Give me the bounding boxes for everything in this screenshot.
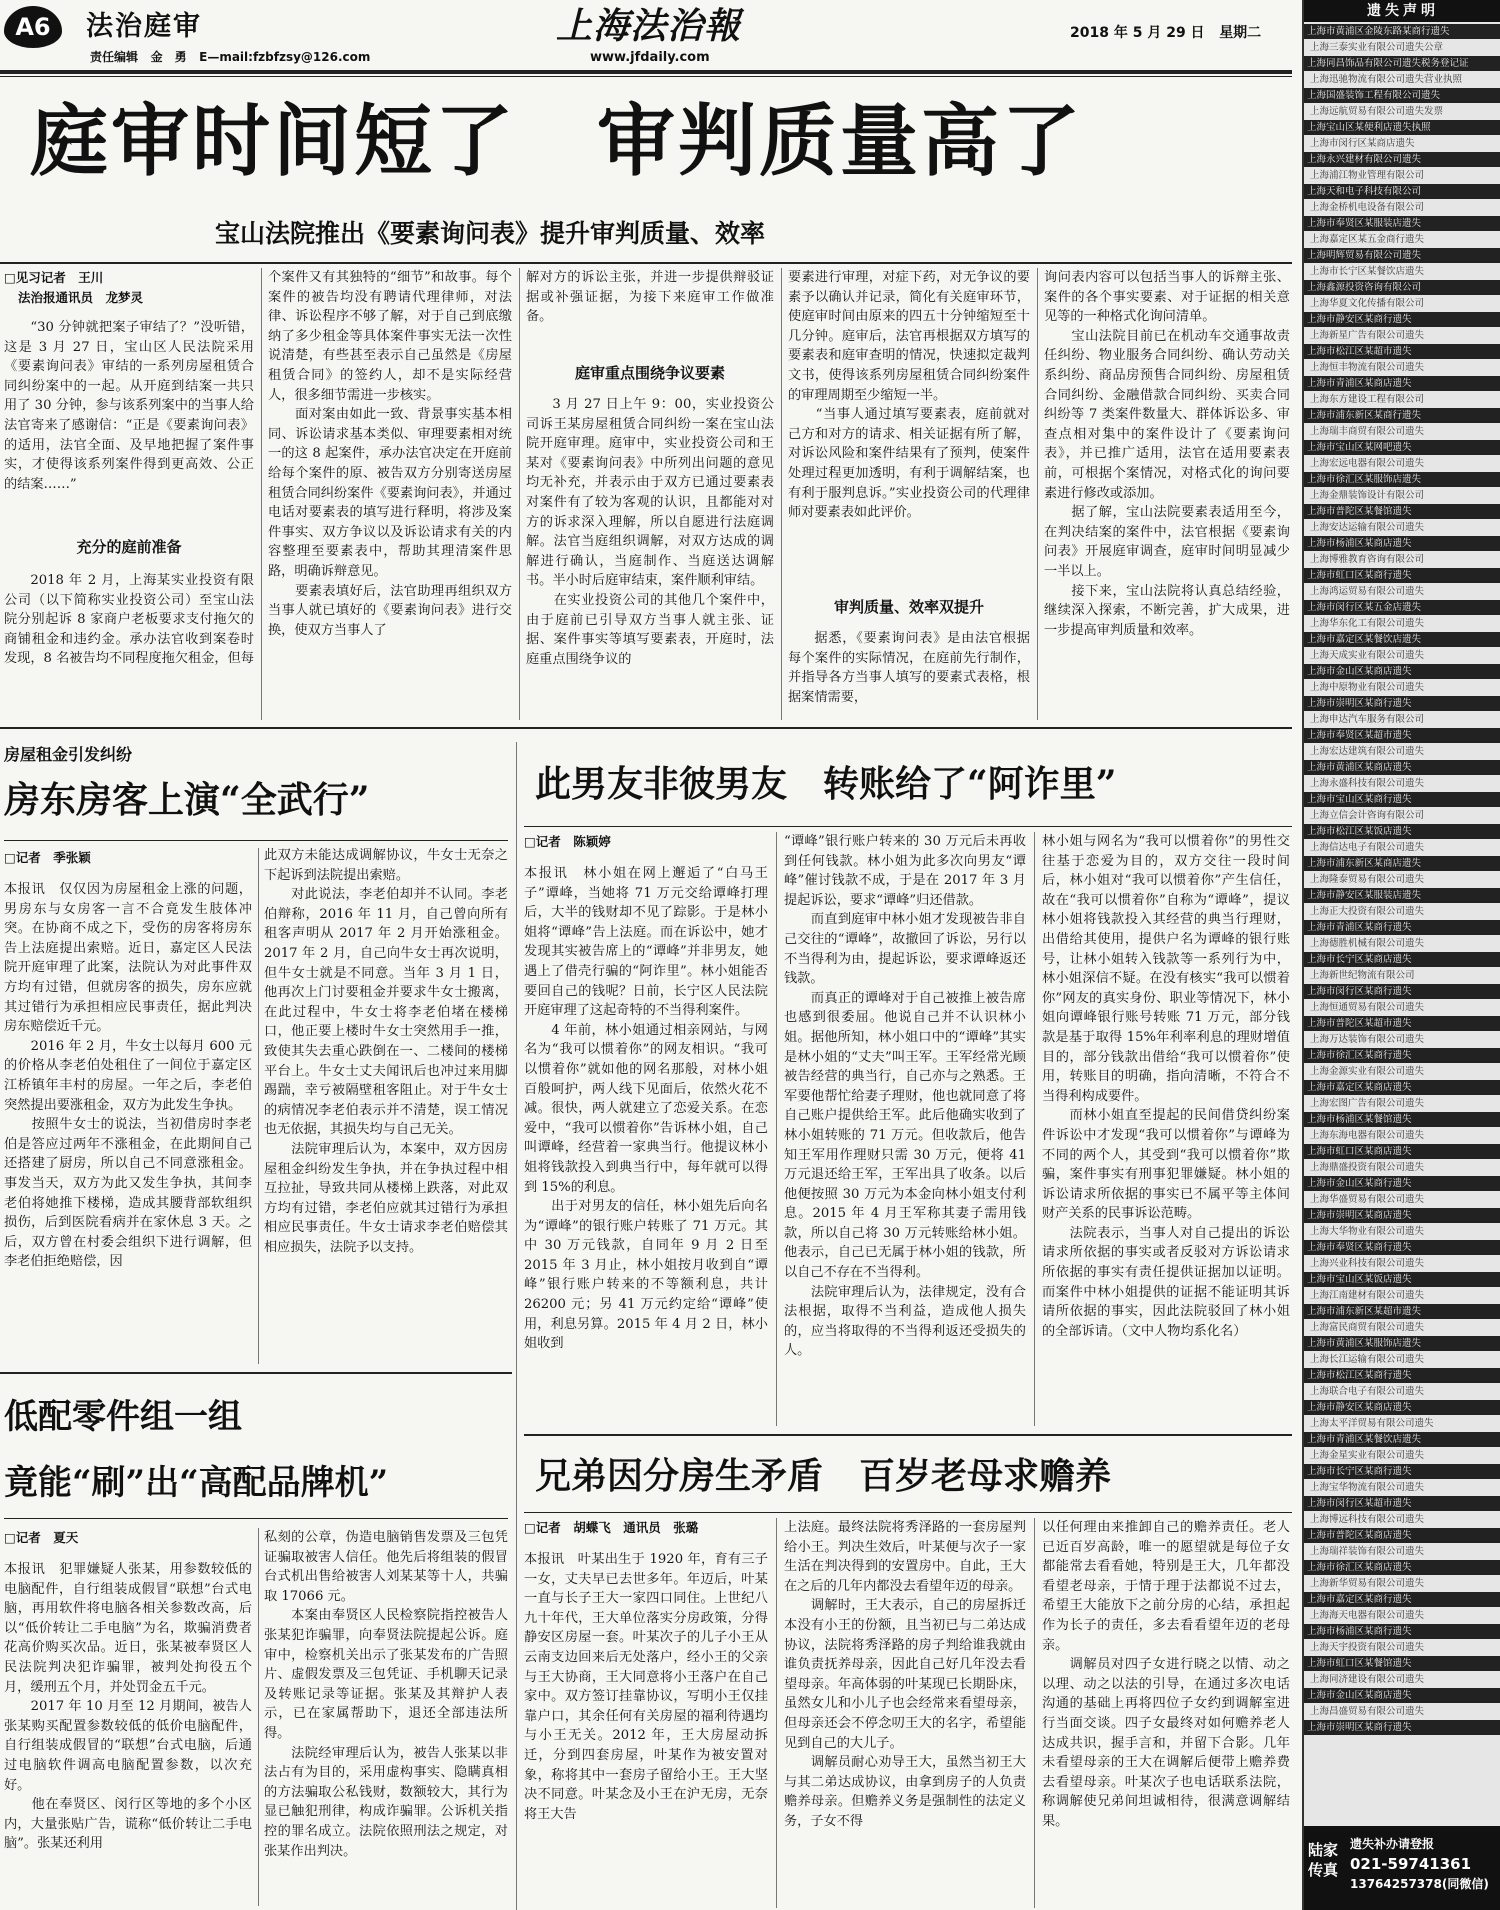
notice-row: 上海市嘉定区某餐饮店遗失 — [1304, 632, 1500, 647]
editor-label: 责任编辑 — [90, 50, 139, 64]
story3-text-3: 林小姐与网名为“我可以惯着你”的男性交往基于恋爱为目的，双方交往一段时间后，林小姐对“我可以惯着你”产生信任，故在“我可以惯着你”自称为“谭峰”，提议林小姐将钱款投入其经营的典当行理财，出借给其使用，提供户名为谭峰的银行账号，让林小姐转入钱款等一系列行为中，林小姐深信不疑。在没有核实“我可以惯着你”网友的真实身份、职业等情况下，林小姐向谭峰银行账号转账 71 万元，部分钱款是基于取得 15%年利率利息的理财增值目的，部分钱款出借给“我可以惯着你”使用，转账目的明确，指向清晰，不符合不当得利构成要件。 而林小姐直至提起的民间借贷纠纷案件诉讼中才发现“我可以惯着你”与谭峰为不同的两个人，其受到“我可以惯着你”欺骗，案件事实有刑事犯罪嫌疑。林小姐的诉讼请求所依据的事实已不属平等主体间财产关系的民事诉讼范畴。 法院表示，当事人对自己提出的诉讼请求所依据的事实或者反驳对方诉讼请求所依据的事实有责任提供证据加以证明。而案件中林小姐提供的证据不能证明其诉请所依据的事实，因此法院驳回了林小姐的全部诉请。（文中人物均系化名） — [1042, 834, 1290, 1339]
notice-row: 上海华夏文化传播有限公司 — [1310, 298, 1425, 309]
notice-row: 上海市长宁区某商店遗失 — [1304, 952, 1500, 967]
editor-line — [90, 48, 370, 65]
notice-row: 上海国盛装饰工程有限公司遗失 — [1304, 88, 1500, 103]
footer-service: 遗失补办请登报 — [1350, 1837, 1435, 1851]
notice-row: 上海市虹口区某餐馆遗失 — [1304, 1656, 1500, 1671]
notice-row: 上海市奉贤区某服装店遗失 — [1304, 216, 1500, 231]
notice-row: 上海中原物业有限公司遗失 — [1310, 682, 1425, 693]
notice-row: 上海市静安区某商店遗失 — [1304, 1400, 1500, 1415]
notice-row: 上海浦江物业管理有限公司 — [1310, 170, 1425, 181]
notice-row: 上海市杨浦区某商店遗失 — [1304, 536, 1500, 551]
story3-headline: 此男友非彼男友 转账给了“阿诈里” — [535, 763, 1117, 805]
editor-email: E—mail:fzbfzsy@126.com — [199, 50, 371, 64]
notice-row: 上海市闵行区某五金店遗失 — [1304, 600, 1500, 615]
col-rule — [776, 832, 777, 1426]
notice-row: 上海市静安区某服装店遗失 — [1304, 888, 1500, 903]
section-title: 法治庭审 — [86, 11, 202, 42]
col-rule — [519, 268, 520, 720]
footer-label-2: 传真 — [1308, 1861, 1339, 1879]
lead-subhead: 宝山法院推出《要素询问表》提升审判质量、效率 — [215, 219, 766, 248]
notice-row: 上海安达运输有限公司遗失 — [1310, 522, 1425, 533]
lead-text-4: 要素进行审理，对症下药，对无争议的要素予以确认并记录，简化有关庭审环节，使庭审时间由原来的四五十分钟缩短至十几分钟。庭审后，法官再根据双方填写的要素表和庭审查明的情况，快速拟定裁判文书，使得该系列房屋租赁合同纠纷案件的审理周期至少缩短一半。 “当事人通过填写要素表，庭前就对己方和对方的请求、相关证据有所了解，对诉讼风险和案件结果有了预判，使案件处理过程更加透明，有利于调解结案，也有利于服判息诉。”实业投资公司的代理律师对要素表如此评价。 — [788, 270, 1030, 521]
notice-row: 上海鸿运贸易有限公司遗失 — [1310, 586, 1425, 597]
notice-row: 上海市崇明区某商行遗失 — [1304, 696, 1500, 711]
notice-row: 上海市浦东新区某商店遗失 — [1304, 856, 1500, 871]
notice-row: 上海市杨浦区某餐馆遗失 — [1304, 1112, 1500, 1127]
notice-row: 上海博雅教育咨询有限公司 — [1310, 554, 1425, 565]
story4-headline-2: 竟能“刷”出“高配品牌机” — [4, 1463, 389, 1503]
notice-row: 上海迅驰物流有限公司遗失营业执照 — [1310, 74, 1463, 85]
notice-row: 上海宏图广告有限公司遗失 — [1310, 1098, 1425, 1109]
notice-row: 上海市虹口区某商店遗失 — [1304, 1144, 1500, 1159]
story2-byline: □记者 季张颖 — [4, 850, 91, 865]
notice-row: 上海市宝山区某网吧遗失 — [1304, 440, 1500, 455]
notice-header: 遗失声明 — [1304, 0, 1500, 22]
notice-row: 上海新华贸易有限公司遗失 — [1310, 1578, 1425, 1589]
lead-text-4b: 据悉，《要素询问表》是由法官根据每个案件的实际情况，在庭前先行制作，并指导各方当事人填写的要素式表格，根据案情需要， — [788, 631, 1030, 705]
notice-row: 上海远航贸易有限公司遗失发票 — [1310, 106, 1444, 117]
notice-row: 上海华盛贸易有限公司遗失 — [1310, 1194, 1425, 1205]
col-rule — [1037, 268, 1038, 720]
notice-row: 上海富民商贸有限公司遗失 — [1310, 1322, 1425, 1333]
notice-row: 上海海天电器有限公司遗失 — [1310, 1610, 1425, 1621]
story2-text-1: 本报讯 仅仅因为房屋租金上涨的问题，男房东与女房客一言不合竟发生肢体冲突。在协商不成之下，受伤的房客将房东告上法庭提出索赔。近日，嘉定区人民法院开庭审理了此案，法院认为对此事件双方均有过错，但就房客的损失，房东应就其过错行为承担相应民事责任，据此判决房东赔偿近千元。 2016 年 2 月，牛女士以每月 600 元的价格从李老伯处租住了一间位于嘉定区江桥镇年丰村的房屋。一年之后，李老伯突然提出要涨租金，双方为此发生争执。 按照牛女士的说法，当初借房时李老伯是答应过两年不涨租金，在此期间自己还搭建了厨房，所以自己不同意涨租金。事发当天，双方为此又发生争执，其间李老伯将她推下楼梯，造成其腰背部软组织损伤，后到医院看病并在家休息 3 天。之后，双方曾在村委会组织下进行调解，但李老伯拒绝赔偿，因 — [4, 882, 252, 1270]
notice-row: 上海金星实业有限公司遗失 — [1310, 1450, 1425, 1461]
lead-text-1: “30 分钟就把案子审结了？”没听错，这是 3 月 27 日，宝山区人民法院采用《要素询问表》审结的一系列房屋租赁合同纠纷案中的一起。从开庭到结案一共只用了 30 分钟，参与该系列案中的当事人给法官寄来了感谢信：“正是《要素询问表》的适用，法官全面、及早地把握了案件事实，才使得该系列案件得到更高效、公正的结案……” — [4, 320, 254, 492]
notice-footer — [1304, 1826, 1500, 1910]
lead-byline-correspondents: 法治报通讯员 龙梦灵 — [18, 290, 144, 305]
date-text: 2018 年 5 月 29 日 — [1070, 25, 1205, 41]
notice-row: 上海宝华物流有限公司遗失 — [1310, 1482, 1425, 1493]
notice-row: 上海市黄浦区某服饰店遗失 — [1304, 1336, 1500, 1351]
notice-row: 上海隆泰贸易有限公司遗失 — [1310, 874, 1425, 885]
page-badge: A6 — [4, 6, 62, 48]
notice-row: 上海鼎盛投资有限公司遗失 — [1310, 1162, 1425, 1173]
notice-row: 上海瑞祥装饰有限公司遗失 — [1310, 1546, 1425, 1557]
notice-row: 上海市松江区某超市遗失 — [1304, 344, 1500, 359]
story4-headline-1: 低配零件组一组 — [4, 1397, 242, 1437]
story4-text-1: 本报讯 犯罪嫌疑人张某，用参数较低的电脑配件，自行组装成假冒“联想”台式电脑，再用软件将电脑各相关参数改高，后以“低价转让二手电脑”为名，欺骗消费者花高价购买次品。近日，张某被奉贤区人民法院判决犯诈骗罪，被判处拘役五个月，缓刑五个月，并处罚金五千元。 2017 年 10 月至 12 月期间，被告人张某购买配置参数较低的低价电脑配件，自行组装成假冒的“联想”台式电脑，后通过电脑软件调高电脑配置参数，以次充好。 他在奉贤区、闵行区等地的多个小区内，大量张贴广告，谎称“低价转让二手电脑”。张某还利用 — [4, 1562, 252, 1852]
notice-row: 上海市徐汇区某商店遗失 — [1304, 1560, 1500, 1575]
lead-subtitle-1: 充分的庭前准备 — [76, 538, 182, 556]
lead-text-3: 解对方的诉讼主张，并进一步提供辩驳证据或补强证据，为接下来庭审工作做准备。 — [526, 270, 774, 325]
notice-row: 上海市普陀区某超市遗失 — [1304, 1016, 1500, 1031]
editor-name: 金 勇 — [150, 50, 187, 64]
notice-row: 上海市杨浦区某商行遗失 — [1304, 1624, 1500, 1639]
notice-row: 上海东方建设工程有限公司 — [1310, 394, 1425, 405]
notice-row: 上海市徐汇区某服饰店遗失 — [1304, 472, 1500, 487]
notice-row: 上海市青浦区某商行遗失 — [1304, 920, 1500, 935]
lead-col-4 — [788, 268, 1030, 709]
notice-row: 上海金桥机电设备有限公司 — [1310, 202, 1425, 213]
notice-row: 上海市金山区某商店遗失 — [1304, 1688, 1500, 1703]
notice-row: 上海市嘉定区某商行遗失 — [1304, 1592, 1500, 1607]
footer-phone[interactable]: 021-59741361 — [1350, 1855, 1472, 1873]
col-rule — [1034, 832, 1035, 1426]
notice-row: 上海市静安区某商行遗失 — [1304, 312, 1500, 327]
story5-byline: □记者 胡蝶飞 通讯员 张璐 — [524, 1520, 699, 1535]
story2-kicker: 房屋租金引发纠纷 — [4, 745, 133, 764]
notice-row: 上海大华物业有限公司遗失 — [1310, 1226, 1425, 1237]
story4-top-rule — [0, 1372, 512, 1374]
story3-bottom-rule — [524, 1434, 1292, 1436]
notice-row: 上海华东化工有限公司遗失 — [1310, 618, 1425, 629]
notice-row: 上海金源实业有限公司遗失 — [1310, 1066, 1425, 1077]
lead-subtitle-3: 审判质量、效率双提升 — [833, 598, 984, 616]
website[interactable]: www.jfdaily.com — [590, 50, 710, 65]
notice-row: 上海永盛科技有限公司遗失 — [1310, 778, 1425, 789]
col-rule — [516, 742, 517, 1910]
notice-row: 上海市青浦区某餐饮店遗失 — [1304, 1432, 1500, 1447]
notice-row: 上海天和电子科技有限公司 — [1304, 184, 1500, 199]
lead-subtitle-2: 庭审重点围绕争议要素 — [574, 364, 725, 382]
notice-row: 上海市奉贤区某商行遗失 — [1304, 1240, 1500, 1255]
notice-row: 上海市黄浦区某商店遗失 — [1304, 760, 1500, 775]
notice-row: 上海长江运输有限公司遗失 — [1310, 1354, 1425, 1365]
lead-text-5: 询问表内容可以包括当事人的诉辩主张、案件的各个事实要素、对于证据的相关意见等的一种格式化询问清单。 宝山法院目前已在机动车交通事故责任纠纷、物业服务合同纠纷、确认劳动关系纠纷、商品房预售合同纠纷、房屋租赁合同纠纷、金融借款合同纠纷、买卖合同纠纷等 7 类案件数量大、群体诉讼多、审查点相对集中的案件设计了《要素询问表》，并已推广适用，法官在适用要素表前，可根据个案情况，对格式化的询问要素进行修改或添加。 据了解，宝山法院要素表适用至今，在判决结案的案件中，法官根据《要素询问表》开展庭审调查，庭审时间明显减少一半以上。 接下来，宝山法院将认真总结经验，继续深入探索，不断完善，扩大成果，进一步提高审判质量和效率。 — [1044, 270, 1290, 638]
col-rule — [258, 848, 259, 1364]
notice-row: 上海鑫源投资咨询有限公司 — [1304, 280, 1500, 295]
notice-row: 上海市崇明区某商店遗失 — [1304, 1208, 1500, 1223]
notice-row: 上海信达电子有限公司遗失 — [1310, 842, 1425, 853]
notice-row: 上海市长宁区某商行遗失 — [1304, 1464, 1500, 1479]
lead-rule — [0, 262, 1292, 264]
story5-text-3: 以任何理由来推卸自己的赡养责任。老人已近百岁高龄，唯一的愿望就是每位子女都能常去看看她，特别是王大，几年都没看望老母亲，于情于理于法都说不过去，希望王大能放下之前分房的心结，承担起作为长子的责任，多去看看望年迈的老母亲。 调解员对四子女进行晓之以情、动之以理、动之以法的引导，在通过多次电话沟通的基础上再将四位子女约到调解室进行当面交谈。四子女最终对如何赡养老人达成共识，握手言和，并留下合影。几年未看望母亲的王大在调解后便带上赡养费去看望母亲。叶某次子也电话联系法院，称调解使兄弟间坦诚相待，很满意调解结果。 — [1042, 1520, 1290, 1829]
notice-row: 上海市浦东新区某商行遗失 — [1304, 408, 1500, 423]
masthead-rule-thin — [0, 76, 1292, 77]
story5-rule — [524, 1512, 1292, 1513]
notice-row: 上海恒通贸易有限公司遗失 — [1310, 1002, 1425, 1013]
story5-headline: 兄弟因分房生矛盾 百岁老母求赡养 — [535, 1455, 1112, 1497]
lead-col-1 — [4, 268, 254, 787]
story5-text-1: 本报讯 叶某出生于 1920 年，育有三子一女，丈夫早已去世多年。年迈后，叶某一直与长子王大一家四口同住。上世纪八九十年代，王大单位落实分房政策，分得静安区房屋一套。叶某次子的儿子小王从云南支边回来后无处落户，经小王的父亲与王大协商，王大同意将小王落户在自己家中。双方签订挂靠协议，写明小王仅挂靠户口，其余任何有关房屋的福利待遇均与小王无关。2012 年，王大房屋动拆迁，分到四套房屋，叶某作为被安置对象，称将其中一套房子留给小王。王大坚决不同意。叶某念及小王在沪无房，无奈将王大告 — [524, 1552, 768, 1822]
col-rule — [261, 268, 262, 720]
story3-text-2: “谭峰”银行账户转来的 30 万元后未再收到任何钱款。林小姐为此多次向男友“谭峰”催讨钱款不成，于是在 2017 年 3 月提起诉讼，要求“谭峰”归还借款。 而直到庭审中林小姐才发现被告非自己交往的“谭峰”，故撤回了诉讼，另行以不当得利为由，提起诉讼，要求谭峰返还钱款。 而真正的谭峰对于自己被推上被告席也感到很委屈。他说自己并不认识林小姐。据他所知，林小姐口中的“谭峰”其实是林小姐的“丈夫”叫王军。王军经常光顾被告经营的典当行，自己亦与之熟悉。王军要他帮忙给妻子理财，他也就同意了将自己账户提供给王军。此后他确实收到了林小姐转账的 71 万元。但收款后，他告知王军用作理财只需 30 万元，便将 41 万元退还给王军，王军出具了收条。以后他便按照 30 万元为本金向林小姐支付利息。2015 年 4 月王军称其妻子需用钱款，所以自己将 30 万元转账给林小姐。他表示，自己已无属于林小姐的钱款，所以自己不存在不当得利。 法院审理后认为，法律规定，没有合法根据，取得不当利益，造成他人损失的，应当将取得的不当得利返还受损失的人。 — [784, 834, 1026, 1359]
notice-row: 上海市松江区某商行遗失 — [1304, 1368, 1500, 1383]
notice-row: 上海同昌饰品有限公司遗失税务登记证 — [1304, 56, 1500, 71]
weekday-text: 星期二 — [1219, 25, 1262, 41]
story3-text-1: 本报讯 林小姐在网上邂逅了“白马王子”谭峰，当她将 71 万元交给谭峰打理后，大半的钱财却不见了踪影。于是林小姐将“谭峰”告上法庭。而在诉讼中，她才发现其实被告席上的“谭峰”并非男友，她遇上了借壳行骗的“阿诈里”。林小姐能否要回自己的钱呢？日前，长宁区人民法院开庭审理了这起奇特的不当得利案件。 4 年前，林小姐通过相亲网站，与网名为“我可以惯着你”的网友相识。“我可以惯着你”就如他的网名那般，对林小姐百般呵护，两人线下见面后，依然火花不减。很快，两人就建立了恋爱关系。在恋爱中，“我可以惯着你”告诉林小姐，自己叫谭峰，经营着一家典当行。他提议林小姐将钱款投入到典当行中，每年就可以得到 15%的利息。 出于对男友的信任，林小姐先后向名为“谭峰”的银行账户转账了 71 万元。其中 30 万元钱款，自同年 9 月 2 日至 2015 年 3 月止，林小姐按月收到自“谭峰”银行账户转来的不等额利息，共计 26200 元；另 41 万元约定给“谭峰”使用，利息另算。2015 年 4 月 2 日，林小姐收到 — [524, 866, 768, 1352]
story3-byline: □记者 陈颖婷 — [524, 834, 611, 849]
lead-text-3b: 3 月 27 日上午 9：00，实业投资公司诉王某房屋租赁合同纠纷一案在宝山法院开庭审理。庭审中，实业投资公司和王某对《要素询问表》中所列出问题的意见均无补充，并表示由于双方已通过要素表对案件有了较为客观的认识，且都能对对方的诉求深入理解，所以自愿进行法庭调解。法官当庭组织调解，对双方达成的调解进行确认，当庭制作、当庭送达调解书。半小时后庭审结束，案件顺利审结。 在实业投资公司的其他几个案件中，由于庭前已引导双方当事人就主张、证据、案件事实等填写要素表，开庭时，法庭重点围绕争议的 — [526, 397, 774, 667]
lead-text-2: 个案件又有其独特的“细节”和故事。每个案件的被告均没有聘请代理律师，对法律、诉讼程序不够了解，对于自己到底缴纳了多少租金等具体案件事实无法一次性说清楚，有些甚至表示自己虽然是《房屋租赁合同》的签约人，却不是实际经营人，很多细节需进一步核实。 面对案由如此一致、背景事实基本相同、诉讼请求基本类似、审理要素相对统一的这 8 起案件，承办法官决定在开庭前给每个案件的原、被告双方分别寄送房屋租赁合同纠纷案件《要素询问表》，并通过电话对要素表的填写进行释明，将涉及案件事实、双方争议以及诉讼请求有关的内容整理至要素表中，帮助其理清案件思路，明确诉辩意见。 要素表填好后，法官助理再组织双方当事人就已填好的《要素询问表》进行交换，使双方当事人了 — [268, 270, 512, 638]
notice-row: 上海宏远电器有限公司遗失 — [1310, 458, 1425, 469]
notice-row: 上海德胜机械有限公司遗失 — [1310, 938, 1425, 949]
notice-row: 上海瑞丰商贸有限公司遗失 — [1310, 426, 1425, 437]
lead-text-1b: 2018 年 2 月，上海某实业投资有限公司（以下简称实业投资公司）至宝山法院分别起诉 8 家商户老板要求支付拖欠的商铺租金和违约金。承办法官收到案卷时发现，8 名被告均不同程度拖欠租金，但每 — [4, 573, 254, 667]
notice-row: 上海博远科技有限公司遗失 — [1310, 1514, 1425, 1525]
story4-byline: □记者 夏天 — [4, 1530, 79, 1545]
notice-row: 上海太平洋贸易有限公司遗失 — [1310, 1418, 1434, 1429]
issue-date — [1070, 22, 1261, 42]
notice-row: 上海联合电子有限公司遗失 — [1310, 1386, 1425, 1397]
col-rule — [258, 1528, 259, 1906]
notice-row: 上海市徐汇区某商行遗失 — [1304, 1048, 1500, 1063]
notice-row: 上海新世纪物流有限公司 — [1310, 970, 1415, 981]
notice-row: 上海市闵行区某商店遗失 — [1310, 138, 1415, 149]
col-rule — [781, 268, 782, 720]
notice-row: 上海昌盛贸易有限公司遗失 — [1310, 1706, 1425, 1717]
story2-text-2: 此双方未能达成调解协议，牛女士无奈之下起诉到法院提出索赔。 对此说法，李老伯却并不认同。李老伯辩称，2016 年 11 月，自己曾向所有租客声明从 2017 年 2 月开始涨租金。2017 年 2 月，自己向牛女士再次说明，但牛女士就是不同意。当年 3 月 1 日，他再次上门讨要租金并要求牛女士搬离，在此过程中，牛女士将李老伯堵在楼梯口，他正要上楼时牛女士突然用手一推，致使其失去重心跌倒在一、二楼间的楼梯平台上。牛女士丈夫闻讯后也冲过来用脚踢踹，幸亏被隔壁租客阻止。对于牛女士的病情况李老伯表示并不清楚，误工情况也无依据，其损失均与自己无关。 法院审理后认为，本案中，双方因房屋租金纠纷发生争执，并在争执过程中相互拉扯，导致共同从楼梯上跌落，对此双方均有过错，李老伯应就其过错行为承担相应民事责任。牛女士请求李老伯赔偿其相应损失，法院予以支持。 — [264, 848, 508, 1255]
footer-mobile[interactable]: 13764257378(同微信) — [1350, 1877, 1489, 1891]
story4-rule — [4, 1518, 508, 1519]
col-rule — [776, 1518, 777, 1908]
story5-text-2: 上法庭。最终法院将秀泽路的一套房屋判给小王。判决生效后，叶某便与次子一家生活在判决得到的安置房中。自此，王大在之后的几年内都没去看望年迈的母亲。 调解时，王大表示，自己的房屋拆迁本没有小王的份额，且当初已与二弟达成协议，法院将秀泽路的房子判给谁我就由谁负责抚养母亲，因此自己好几年没去看望母亲。年高体弱的叶某现已长期卧床，虽然女儿和小儿子也会经常来看望母亲，但母亲还会不停念叨王大的名字，希望能见到自己的大儿子。 调解员耐心劝导王大，虽然当初王大与其二弟达成协议，由拿到房子的人负责赡养母亲。但赡养义务是强制性的法定义务，子女不得 — [784, 1520, 1026, 1829]
notice-row: 上海市闵行区某商行遗失 — [1304, 984, 1500, 999]
notice-row: 上海市黄浦区金陵东路某商行遗失 — [1304, 24, 1500, 39]
notice-row: 上海市闵行区某超市遗失 — [1304, 1496, 1500, 1511]
notice-row: 上海市嘉定区某商店遗失 — [1304, 1080, 1500, 1095]
notice-row: 上海市长宁区某餐饮店遗失 — [1310, 266, 1425, 277]
notice-row: 上海金鼎装饰设计有限公司 — [1310, 490, 1425, 501]
story2-rule — [4, 840, 508, 841]
paper-name: 上海法治報 — [556, 5, 742, 47]
lead-col-3 — [526, 268, 774, 715]
notice-row: 上海市金山区某商店遗失 — [1304, 664, 1500, 679]
notice-row: 上海市普陀区某餐馆遗失 — [1304, 504, 1500, 519]
notice-row: 上海东海电器有限公司遗失 — [1310, 1130, 1425, 1141]
notice-row: 上海天宇投资有限公司遗失 — [1310, 1642, 1425, 1653]
story4-text-2: 私刻的公章，伪造电脑销售发票及三包凭证骗取被害人信任。他先后将组装的假冒台式机出售给被害人刘某某等十人，共骗取 17066 元。 本案由奉贤区人民检察院指控被告人张某犯诈骗罪，向奉贤法院提起公诉。庭审中，检察机关出示了张某发布的广告照片、虚假发票及三包凭证、手机聊天记录及转账记录等证据。张某及其辩护人表示，已在家属帮助下，退还全部违法所得。 法院经审理后认为，被告人张某以非法占有为目的，采用虚构事实、隐瞒真相的方法骗取公私钱财，数额较大，其行为显已触犯刑律，构成诈骗罪。公诉机关指控的罪名成立。法院依照刑法之规定，对张某作出判决。 — [264, 1530, 508, 1859]
notice-row: 上海市金山区某商行遗失 — [1304, 1176, 1500, 1191]
notice-row: 上海永兴建材有限公司遗失 — [1304, 152, 1500, 167]
notice-row: 上海新星广告有限公司遗失 — [1310, 330, 1425, 341]
notice-sidebar — [1302, 0, 1500, 1910]
footer-label-1: 陆家 — [1308, 1841, 1339, 1859]
notice-row: 上海市虹口区某商行遗失 — [1304, 568, 1500, 583]
notice-row: 上海宏达建筑有限公司遗失 — [1310, 746, 1425, 757]
notice-row: 上海三泰实业有限公司遗失公章 — [1310, 42, 1444, 53]
lead-bottom-rule — [0, 727, 1292, 729]
story2-headline: 房东房客上演“全武行” — [4, 779, 370, 821]
notice-row: 上海立信会计咨询有限公司 — [1310, 810, 1425, 821]
notice-row: 上海市青浦区某商店遗失 — [1304, 376, 1500, 391]
notice-row: 上海万达装饰有限公司遗失 — [1310, 1034, 1425, 1045]
notice-row: 上海市松江区某饭店遗失 — [1304, 824, 1500, 839]
notice-row: 上海市宝山区某商行遗失 — [1304, 792, 1500, 807]
notice-row: 上海宝山区某便利店遗失执照 — [1304, 120, 1500, 135]
lead-byline-reporter: □见习记者 王川 — [4, 270, 104, 285]
notice-row: 上海市普陀区某商店遗失 — [1304, 1528, 1500, 1543]
notice-row: 上海恒丰物流有限公司遗失 — [1310, 362, 1425, 373]
lead-headline: 庭审时间短了 审判质量高了 — [30, 96, 1084, 187]
notice-row: 上海市宝山区某饭店遗失 — [1304, 1272, 1500, 1287]
notice-row: 上海天成实业有限公司遗失 — [1310, 650, 1425, 661]
notice-row: 上海市崇明区某商行遗失 — [1304, 1720, 1500, 1735]
notice-row: 上海申达汽车服务有限公司 — [1310, 714, 1425, 725]
notice-row: 上海同济建设有限公司遗失 — [1310, 1674, 1425, 1685]
notice-list — [1304, 22, 1500, 1822]
notice-row: 上海市浦东新区某超市遗失 — [1304, 1304, 1500, 1319]
col-rule — [1034, 1518, 1035, 1908]
notice-row: 上海市奉贤区某超市遗失 — [1304, 728, 1500, 743]
notice-row: 上海明辉贸易有限公司遗失 — [1304, 248, 1500, 263]
notice-row: 上海兴业科技有限公司遗失 — [1310, 1258, 1425, 1269]
story3-rule — [524, 826, 1292, 827]
notice-row: 上海江南建材有限公司遗失 — [1310, 1290, 1425, 1301]
notice-row: 上海嘉定区某五金商行遗失 — [1310, 234, 1425, 245]
masthead-rule — [0, 70, 1292, 74]
notice-row: 上海正大投资有限公司遗失 — [1310, 906, 1425, 917]
